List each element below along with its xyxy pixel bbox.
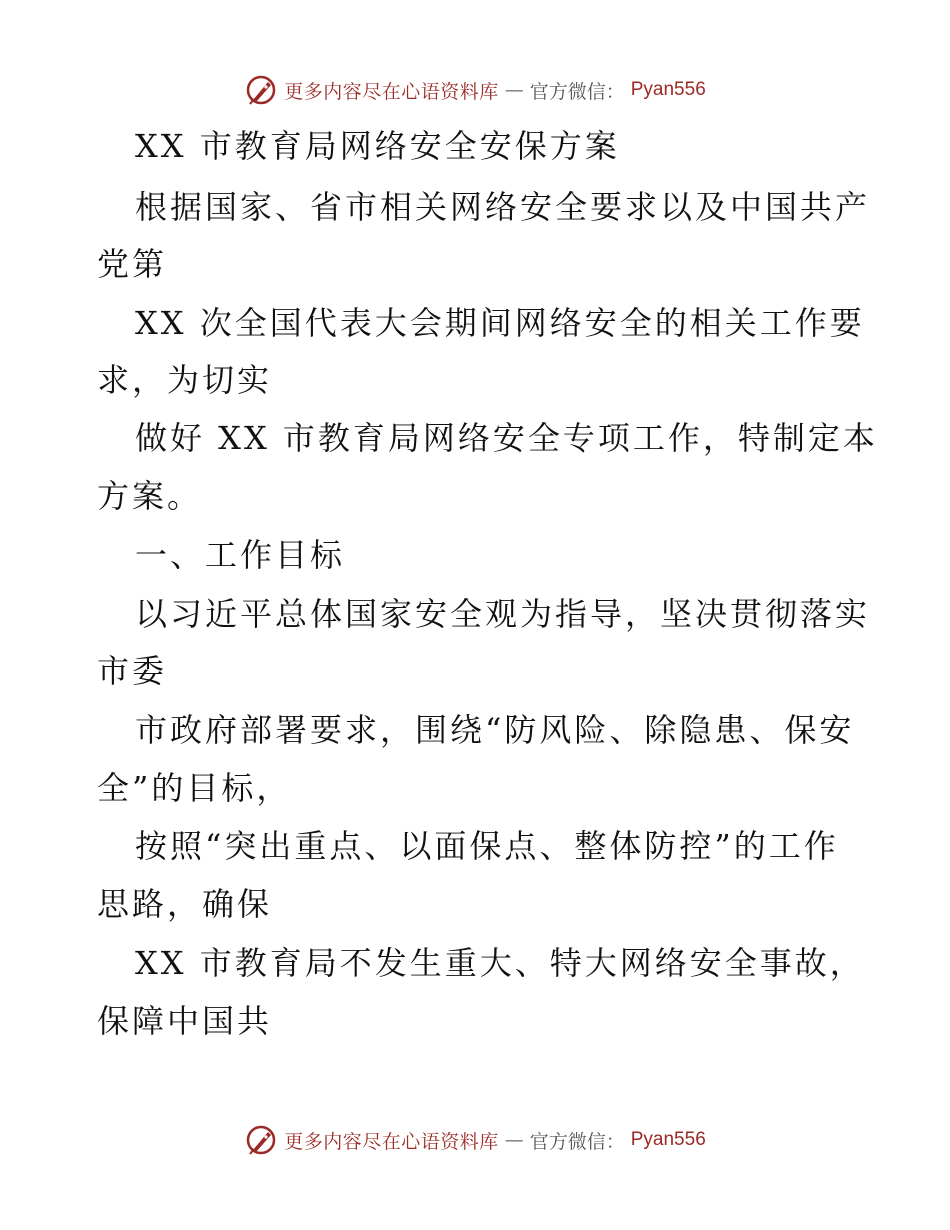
paragraph-line: 全”的目标， <box>97 769 292 807</box>
banner-separator: — <box>504 79 524 101</box>
banner-separator: — <box>504 1129 524 1151</box>
banner-wechat-id: Pyan556 <box>630 1129 706 1150</box>
footer-banner <box>0 1120 950 1160</box>
banner-text: 更多内容尽在心语资料库 <box>284 1130 499 1153</box>
paragraph-line: 根据国家、省市相关网络安全要求以及中国共产 <box>135 188 871 226</box>
paragraph-line: 求，为切实 <box>97 361 273 399</box>
paragraph-line: XX 次全国代表大会期间网络安全的相关工作要 <box>135 304 865 342</box>
pen-nib-logo-icon <box>244 1123 278 1157</box>
paragraph-line: 党第 <box>97 245 168 283</box>
paragraph-line: 保障中国共 <box>97 1002 273 1040</box>
paragraph-line: 思路，确保 <box>97 885 273 923</box>
banner-wechat-label: 官方微信： <box>529 1130 625 1153</box>
banner-wechat-label: 官方微信： <box>529 80 625 103</box>
header-banner <box>0 70 950 110</box>
banner-wechat-id: Pyan556 <box>630 79 706 100</box>
paragraph-line: 按照“突出重点、以面保点、整体防控”的工作 <box>135 827 839 865</box>
paragraph-line: 以习近平总体国家安全观为指导，坚决贯彻落实 <box>135 595 871 633</box>
paragraph-line: 方案。 <box>97 477 203 515</box>
paragraph-line: XX 市教育局不发生重大、特大网络安全事故， <box>135 944 865 982</box>
paragraph-line: 市委 <box>97 652 168 690</box>
paragraph-line: 市政府部署要求，围绕“防风险、除隐患、保安 <box>135 711 855 749</box>
pen-nib-logo-icon <box>244 73 278 107</box>
section-heading: 一、工作目标 <box>135 536 346 574</box>
paragraph-line: 做好 XX 市教育局网络安全专项工作，特制定本 <box>135 419 878 457</box>
document-title: XX 市教育局网络安全安保方案 <box>135 127 620 165</box>
banner-text: 更多内容尽在心语资料库 <box>284 80 499 103</box>
